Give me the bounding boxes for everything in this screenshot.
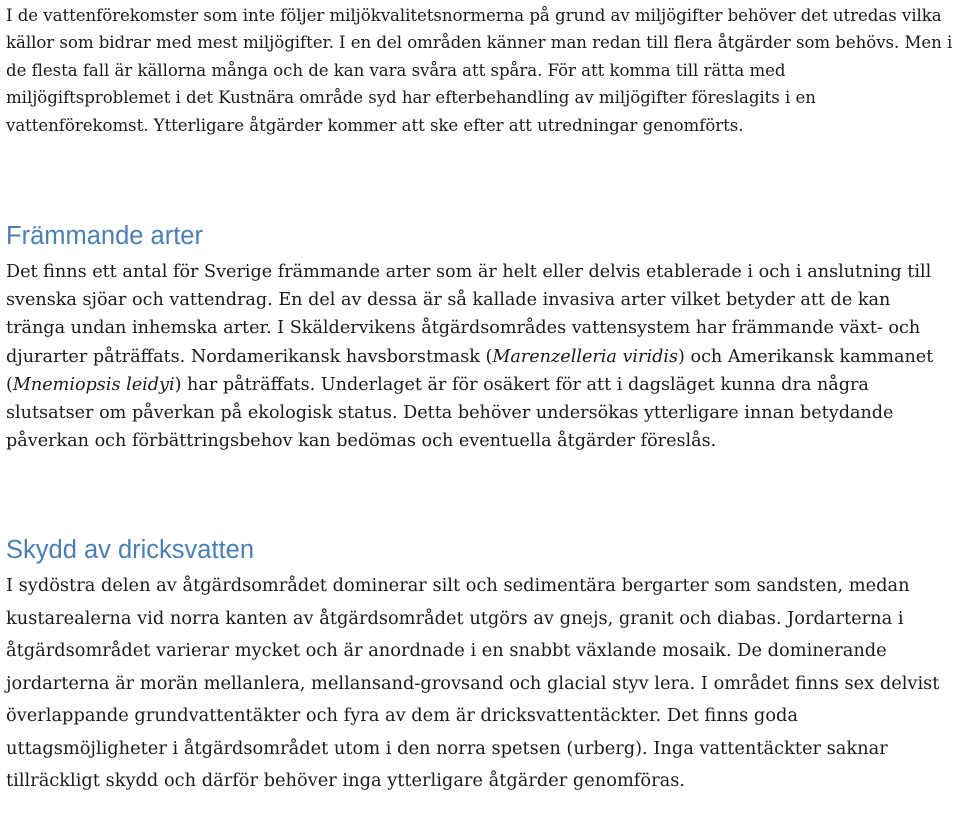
body-paragraph: I sydöstra delen av åtgärdsområdet dominerar silt och sedimentära bergarter som sandsten, medan kustarealerna vid norra kanten av åtgärdsområdet utgörs av gnejs, granit och diabas. Jordarterna i åtgärdsområdet varierar mycket och är anordnade i en snabbt växlande mosaik. De dominerande jordarterna är morän mellanlera, mellansand-grovsand och glacial styv lera. I området finns sex delvist överlappande grundvattentäkter och fyra av dem är dricksvattentäckter. Det finns goda uttagsmöjligheter i åtgärdsområdet utom i den norra spetsen (urberg). Inga vattentäckter saknar tillräckligt skydd och därför behöver inga ytterligare åtgärder genomföras. — [6, 575, 940, 791]
paragraph-text: ) och Amerikansk kammanet ( — [6, 346, 934, 395]
section-heading-skydd-av-dricksvatten: Skydd av dricksvatten — [6, 536, 255, 564]
body-paragraph — [6, 258, 954, 455]
body-paragraph: I de vattenförekomster som inte följer miljökvalitetsnormerna på grund av miljögifter behöver det utredas vilka källor som bidrar med mest miljögifter. I en del områden känner man redan till flera åtgärder som behövs. Men i de flesta fall är källorna många och de kan vara svåra att spåra. För att komma till rätta med miljögiftsproblemet i det Kustnära område syd har efterbehandling av miljögifter föreslagits i en vattenförekomst. Ytterligare åtgärder kommer att ske efter att utredningar genomförts. — [6, 6, 953, 135]
paragraph-text: Det finns ett antal för Sverige främmande arter som är helt eller delvis etablerade i och i anslutning till svenska sjöar och vattendrag. En del av dessa är så kallade invasiva arter vilket betyder att de kan tränga undan inhemska arter. I Skäldervikens åtgärdsområdes vattensystem har främmande växt- och djurarter påträffats. Nordamerikansk havsborstmask ( — [6, 262, 932, 367]
paragraph-text: ) har påträffats. Underlaget är för osäkert för att i dagsläget kunna dra några slutsatser om påverkan på ekologisk status. Detta behöver undersökas ytterligare innan betydande påverkan och förbättringsbehov kan bedömas och eventuella åtgärder föreslås. — [6, 374, 894, 452]
species-name: Mnemiopsis leidyi — [12, 374, 175, 395]
species-name: Marenzelleria viridis — [492, 346, 679, 367]
section-heading-frammande-arter: Främmande arter — [6, 222, 203, 250]
